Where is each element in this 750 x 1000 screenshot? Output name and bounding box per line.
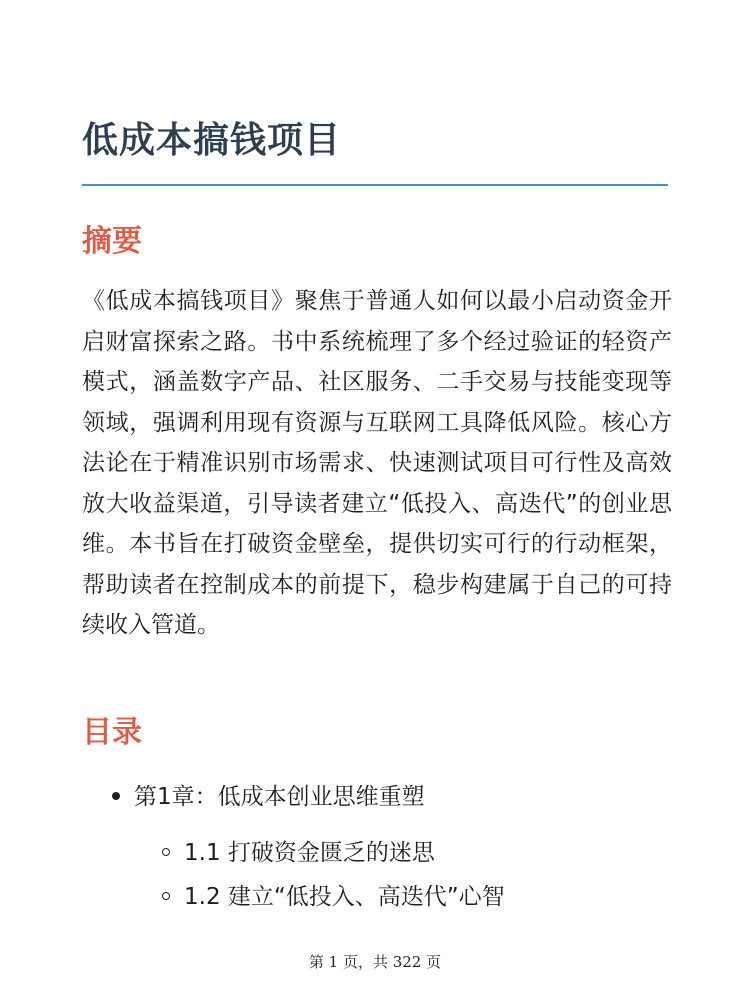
document-title: 低成本搞钱项目 (82, 120, 342, 161)
toc-section-1-2[interactable] (162, 880, 505, 914)
abstract-body: 《低成本搞钱项目》聚焦于普通人如何以最小启动资金开启财富探索之路。书中系统梳理了多个经过验证的轻资产模式，涵盖数字产品、社区服务、二手交易与技能变现等领域，强调利用现有资源与互联网工具降低风险。核心方法论在于精准识别市场需求、快速测试项目可行性及高效放大收益渠道，引导读者建立“低投入、高迭代”的创业思维。本书旨在打破资金壁垒，提供切实可行的行动框架，帮助读者在控制成本的前提下，稳步构建属于自己的可持续收入管道。 (82, 288, 672, 638)
toc-chapter-1[interactable] (112, 780, 425, 814)
bullet-circle-icon (162, 892, 170, 900)
bullet-disc-icon (112, 792, 120, 800)
bullet-circle-icon (162, 848, 170, 856)
toc-section-1-1[interactable] (162, 836, 435, 870)
toc-section-label: 1.2 建立“低投入、高迭代”心智 (184, 884, 505, 910)
title-divider (82, 184, 668, 186)
toc-chapter-label: 第1章：低成本创业思维重塑 (134, 784, 425, 810)
page-number-footer: 第 1 页，共 322 页 (308, 953, 442, 971)
toc-section-label: 1.1 打破资金匮乏的迷思 (184, 840, 435, 866)
abstract-heading: 摘要 (82, 224, 142, 259)
toc-heading: 目录 (82, 715, 142, 750)
